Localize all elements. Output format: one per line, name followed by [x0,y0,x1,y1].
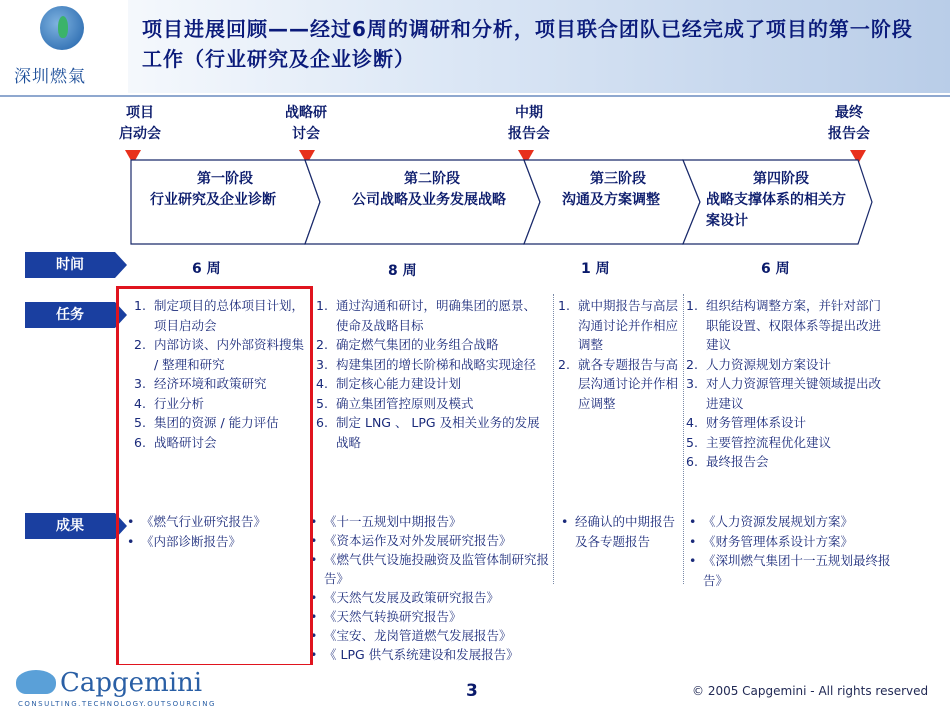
column-divider [683,294,684,584]
list-item: • 《宝安、龙岗管道燃气发展报告》 [310,626,556,645]
milestone-line2: 启动会 [119,126,161,142]
list-item: • 《财务管理体系设计方案》 [689,532,894,552]
capgemini-tagline: CONSULTING.TECHNOLOGY.OUTSOURCING [18,700,216,708]
list-item: 1. 制定项目的总体项目计划，项目启动会 [134,298,305,333]
list-item: 2. 确定燃气集团的业务组合战略 [316,337,499,352]
label-time: 时间 [25,252,115,278]
duration-phase-4: 6 周 [761,261,790,277]
list-item: 2. 人力资源规划方案设计 [686,356,832,372]
list-item: 5. 主要管控流程优化建议 [686,434,832,450]
list-item: • 《十一五规划中期报告》 [310,512,556,531]
slide-title: 项目进展回顾——经过6周的调研和分析，项目联合团队已经完成了项目的第一阶段工作（行业研究及企业诊断） [142,17,913,71]
milestone-line2: 讨会 [292,126,320,142]
label-results: 成果 [25,513,115,539]
phase-desc: 战略支撑体系的相关方案设计 [706,192,846,229]
list-item: 6. 战略研讨会 [134,434,217,450]
milestone-line1: 最终 [835,105,863,121]
list-item: 5. 确立集团管控原则及模式 [316,395,474,411]
phase-desc: 公司战略及业务发展战略 [352,192,506,208]
list-item: 3. 构建集团的增长阶梯和战略实现途径 [316,356,537,372]
list-item: • 经确认的中期报告及各专题报告 [561,512,677,551]
page-number: 3 [466,681,478,701]
phase-4-text [706,169,856,232]
duration-phase-2: 8 周 [388,263,417,279]
list-item: • 《燃气行业研究报告》 [127,512,305,532]
list-item: 2. 内部访谈、内外部资料搜集 / 整理和研究 [134,337,305,372]
list-item: 6. 最终报告会 [686,454,769,469]
label-tasks: 任务 [25,302,115,328]
list-item: 4. 财务管理体系设计 [686,415,807,430]
phase-title: 第三阶段 [590,171,646,187]
list-item: 1. 就中期报告与高层沟通讨论并作相应调整 [558,298,679,352]
list-item: • 《人力资源发展规划方案》 [689,512,894,532]
copyright-text: © 2005 Capgemini - All rights reserved [692,684,929,698]
tasks-phase-2 [316,296,546,452]
phase-desc: 沟通及方案调整 [562,192,660,208]
capgemini-logo: Capgemini [60,668,203,698]
results-phase-2 [310,512,556,664]
list-item: 1. 通过沟通和研讨，明确集团的愿景、使命及战略目标 [316,298,537,333]
list-item: 4. 制定核心能力建设计划 [316,376,462,391]
list-item: 1. 组织结构调整方案，并针对部门职能设置、权限体系等提出改进建议 [686,298,882,352]
duration-phase-3: 1 周 [581,261,610,277]
milestone-line1: 中期 [515,105,543,121]
list-item: • 《资本运作及对外发展研究报告》 [310,531,556,550]
tasks-phase-3 [558,296,678,413]
milestone-line2: 报告会 [508,126,550,142]
logo-text: 深圳燃氣 [14,67,86,87]
list-item: • 《 LPG 供气系统建设和发展报告》 [310,645,556,664]
phase-1-text [150,169,300,211]
list-item: • 《深圳燃气集团十一五规划最终报告》 [689,551,894,590]
phase-title: 第二阶段 [404,171,460,187]
list-item: 4. 行业分析 [134,395,205,411]
phase-title: 第四阶段 [753,171,809,187]
list-item: 3. 经济环境和政策研究 [134,376,267,391]
list-item: • 《天然气转换研究报告》 [310,607,556,626]
tasks-phase-4 [686,296,886,472]
phase-2-text [352,169,512,211]
list-item: • 《燃气供气设施投融资及监管体制研究报告》 [310,550,556,588]
results-phase-4 [689,512,894,590]
phase-desc: 行业研究及企业诊断 [150,192,276,208]
duration-phase-1: 6 周 [192,261,221,277]
list-item: 2. 就各专题报告与高层沟通讨论并作相应调整 [558,356,679,411]
list-item: 3. 对人力资源管理关键领域提出改进建议 [686,376,882,411]
list-item: 6. 制定 LNG 、 LPG 及相关业务的发展战略 [316,415,540,450]
phase-1-highlight-box [116,286,313,667]
milestone-line1: 项目 [126,105,154,121]
list-item: 5. 集团的资源 / 能力评估 [134,415,279,430]
milestone-line2: 报告会 [828,126,870,142]
phase-title: 第一阶段 [197,171,253,187]
list-item: • 《内部诊断报告》 [127,532,305,552]
phase-3-text [562,169,674,211]
capgemini-spade-icon [16,670,56,694]
results-phase-3 [561,512,677,551]
milestone-line1: 战略研 [285,105,327,121]
list-item: • 《天然气发展及政策研究报告》 [310,588,556,607]
